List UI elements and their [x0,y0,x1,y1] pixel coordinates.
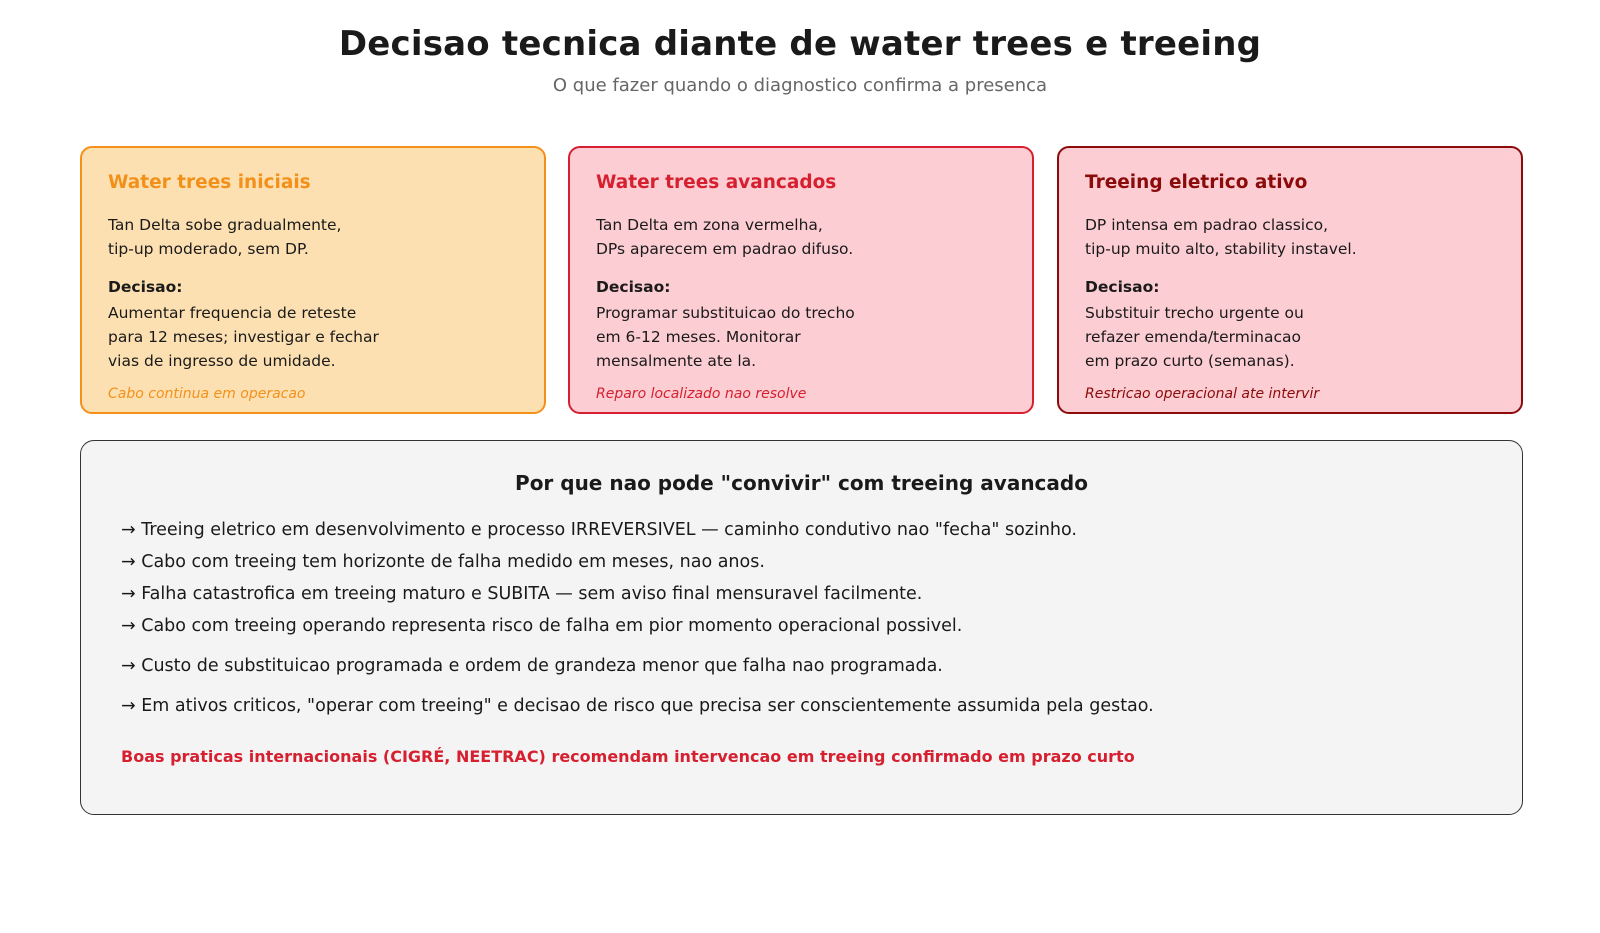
list-item: → Em ativos criticos, "operar com treeing" e decisao de risco que precisa ser conscientemente assumida pela gestao. [121,696,1154,716]
info-list [121,514,1154,722]
card-description: DP intensa em padrao classico, tip-up muito alto, stability instavel. [1085,215,1357,258]
decision-label: Decisao: [1085,277,1160,296]
card-water-trees-iniciais [80,146,546,414]
card-note: Reparo localizado nao resolve [596,386,807,402]
card-description: Tan Delta sobe gradualmente, tip-up moderado, sem DP. [108,215,342,258]
list-item: → Treeing eletrico em desenvolvimento e processo IRREVERSIVEL — caminho condutivo nao "fecha" sozinho. [121,520,1077,540]
card-note: Restricao operacional ate intervir [1085,386,1320,402]
info-title: Por que nao pode "convivir" com treeing avancado [515,471,1088,495]
card-title: Water trees avancados [596,172,837,193]
card-title: Treeing eletrico ativo [1085,172,1308,193]
decision-text: Substituir trecho urgente ou refazer emenda/terminacao em prazo curto (semanas). [1085,303,1304,370]
card-title: Water trees iniciais [108,172,311,193]
info-footer: Boas praticas internacionais (CIGRÉ, NEETRAC) recomendam intervencao em treeing confirmado em prazo curto [121,747,1135,766]
decision-text: Programar substituicao do trecho em 6-12 meses. Monitorar mensalmente ate la. [596,303,855,370]
page-subtitle: O que fazer quando o diagnostico confirma a presenca [552,75,1048,96]
card-description: Tan Delta em zona vermelha, DPs aparecem em padrao difuso. [596,215,854,258]
card-note: Cabo continua em operacao [108,386,306,402]
info-panel [80,440,1523,815]
page-title: Decisao tecnica diante de water trees e treeing [338,24,1262,64]
card-water-trees-avancados [568,146,1034,414]
list-item: → Custo de substituicao programada e ordem de grandeza menor que falha nao programada. [121,656,943,676]
list-item: → Cabo com treeing tem horizonte de falha medido em meses, nao anos. [121,552,765,572]
list-item: → Cabo com treeing operando representa risco de falha em pior momento operacional possivel. [121,616,963,636]
decision-label: Decisao: [596,277,671,296]
list-item: → Falha catastrofica em treeing maturo e SUBITA — sem aviso final mensuravel facilmente. [121,584,923,604]
card-treeing-eletrico-ativo [1057,146,1523,414]
decision-label: Decisao: [108,277,183,296]
decision-text: Aumentar frequencia de reteste para 12 meses; investigar e fechar vias de ingresso de umidade. [108,303,379,370]
